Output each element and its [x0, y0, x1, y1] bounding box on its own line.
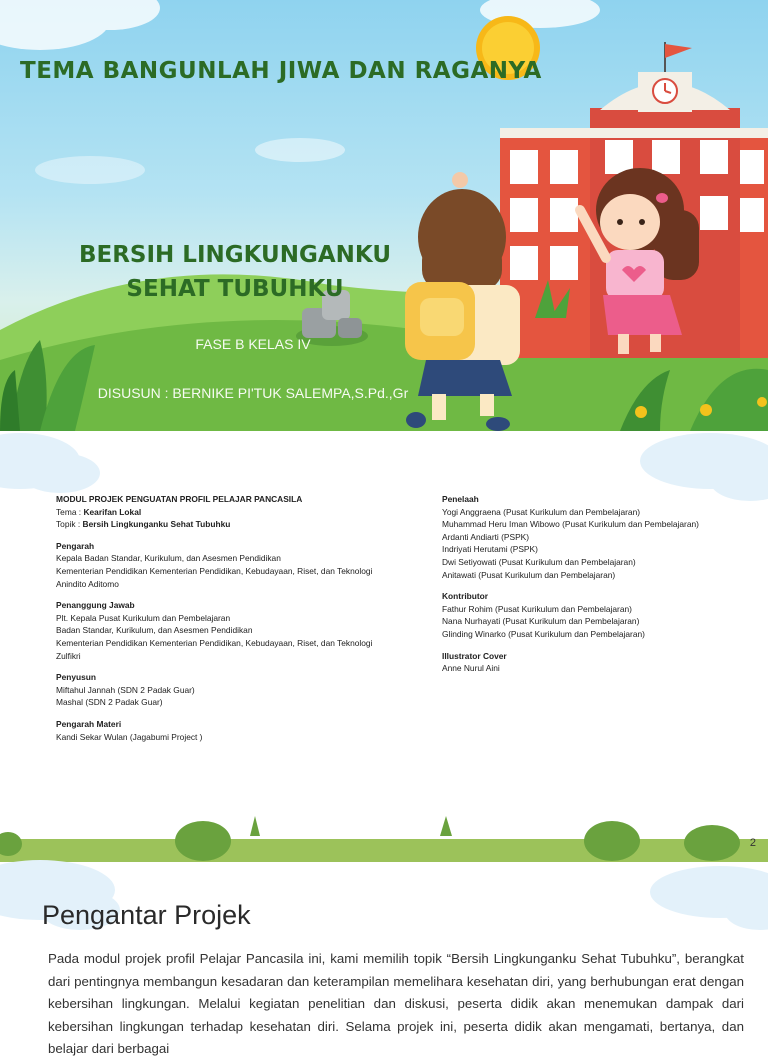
- credit-section: [56, 671, 401, 709]
- credit-line: Kepala Badan Standar, Kurikulum, dan Asesmen Pendidikan: [56, 553, 281, 564]
- credit-line: Muhammad Heru Iman Wibowo (Pusat Kurikulum dan Pembelajaran): [442, 519, 699, 530]
- topik-value: Bersih Lingkunganku Sehat Tubuhku: [82, 519, 231, 530]
- credit-line: Glinding Winarko (Pusat Kurikulum dan Pembelajaran): [442, 628, 645, 639]
- credit-line: Anitawati (Pusat Kurikulum dan Pembelajaran): [442, 569, 616, 580]
- credit-line: Mashal (SDN 2 Padak Guar): [56, 697, 163, 708]
- credit-heading: Pengarah: [56, 540, 95, 551]
- grass-strip: [0, 839, 768, 862]
- credit-section: [56, 540, 401, 590]
- credit-line: Badan Standar, Kurikulum, dan Asesmen Pendidikan: [56, 625, 253, 636]
- credit-section: [442, 493, 742, 581]
- credit-section: [56, 599, 401, 662]
- credit-section: [442, 590, 742, 640]
- cover-title: TEMA BANGUNLAH JIWA DAN RAGANYA: [20, 58, 542, 84]
- credit-line: Fathur Rohim (Pusat Kurikulum dan Pembelajaran): [442, 603, 632, 614]
- credit-line: Yogi Anggraena (Pusat Kurikulum dan Pembelajaran): [442, 506, 641, 517]
- credit-line: Plt. Kepala Pusat Kurikulum dan Pembelajaran: [56, 612, 231, 623]
- credit-line: Anne Nurul Aini: [442, 663, 500, 674]
- intro-page: [0, 862, 768, 1056]
- right-sections: [442, 493, 742, 675]
- credit-heading: Penelaah: [442, 494, 479, 504]
- left-sections: [56, 540, 401, 743]
- credit-line: Indriyati Herutami (PSPK): [442, 544, 538, 555]
- clouds: [0, 433, 768, 501]
- tema-value: Kearifan Lokal: [83, 506, 142, 517]
- page-number: 2: [749, 837, 756, 849]
- cover-phase: FASE B KELAS IV: [195, 336, 311, 352]
- credits-page: [0, 431, 768, 862]
- intro-body: Pada modul projek profil Pelajar Pancasila ini, kami memilih topik “Bersih Lingkunganku Sehat Tubuhku”, berangkat dari pentingnya membangun kesadaran dan keterampilan memelihara kesehatan diri, yang berhubungan erat dengan kebersihan lingkungan. Melalui kegiatan penelitian dan diskusi, peserta didik akan menemukan dampak dari kebersihan lingkungan terhadap kesehatan diri. Selama projek ini, peserta didik akan mengamati, bertanya, dan belajar dari berbagai: [48, 951, 744, 1056]
- credit-line: Kementerian Pendidikan Kementerian Pendidikan, Kebudayaan, Riset, dan Teknologi: [56, 565, 373, 576]
- cover-subtitle: BERSIH LINGKUNGANKU SEHAT TUBUHKU: [78, 242, 392, 302]
- intro-title: Pengantar Projek: [42, 900, 251, 930]
- credit-line: Dwi Setiyowati (Pusat Kurikulum dan Pembelajaran): [442, 556, 636, 567]
- credit-section: [442, 650, 742, 675]
- cover-page: [0, 0, 768, 431]
- credit-heading: Kontributor: [442, 591, 489, 602]
- credit-line: Zulfikri: [56, 650, 81, 661]
- credit-line: Kementerian Pendidikan Kementerian Pendidikan, Kebudayaan, Riset, dan Teknologi: [56, 637, 373, 648]
- tema-line: Tema : Kearifan Lokal: [56, 506, 142, 517]
- topik-line: Topik : Bersih Lingkunganku Sehat Tubuhku: [56, 519, 231, 530]
- credit-line: Miftahul Jannah (SDN 2 Padak Guar): [56, 684, 195, 695]
- credits-right-column: [442, 493, 742, 684]
- credit-heading: Penanggung Jawab: [56, 600, 135, 611]
- credit-section: [56, 718, 401, 743]
- credit-line: Nana Nurhayati (Pusat Kurikulum dan Pembelajaran): [442, 616, 640, 627]
- cover-author: DISUSUN : BERNIKE PI'TUK SALEMPA,S.Pd.,Gr: [97, 385, 409, 401]
- credit-line: Kandi Sekar Wulan (Jagabumi Project ): [56, 731, 203, 742]
- module-title: MODUL PROJEK PENGUATAN PROFIL PELAJAR PANCASILA: [56, 494, 303, 504]
- credits-left-column: [56, 493, 401, 752]
- credit-heading: Pengarah Materi: [56, 718, 122, 729]
- credit-line: Ardanti Andiarti (PSPK): [442, 531, 530, 542]
- credit-heading: Illustrator Cover: [442, 650, 507, 661]
- credit-heading: Penyusun: [56, 672, 97, 683]
- credit-line: Anindito Aditomo: [56, 578, 119, 589]
